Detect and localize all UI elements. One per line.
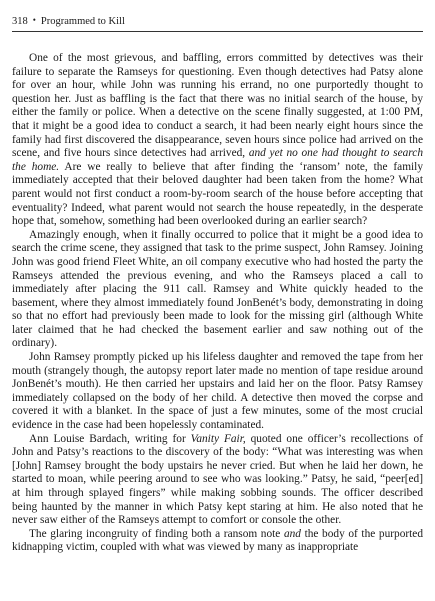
publication-title: Vanity Fair,	[190, 432, 246, 445]
book-title: Programmed to Kill	[40, 16, 125, 27]
italic-phrase: and yet no one had thought to search the home.	[12, 147, 423, 173]
bullet-separator: •	[32, 15, 36, 25]
paragraph-2	[12, 229, 423, 351]
paragraph-text: John Ramsey promptly picked up his lifeless daughter and removed the tape from her mouth (strangely though, the autopsy report later made no mention of tape residue around JonBenét’s mouth). He then carried her upstairs and laid her on the floor. Patsy Ramsey immediately collapsed on the body of her child. A detective then moved the corpse and covered it with a blanket. In the space of just a few minutes, some of the most crucial evidence in the case had been hopelessly contaminated.	[12, 351, 423, 432]
page-number: 318	[12, 16, 28, 27]
paragraph-5	[12, 528, 423, 555]
italic-word: and	[283, 527, 301, 540]
book-page	[12, 14, 423, 594]
paragraph-3	[12, 351, 423, 433]
running-head	[12, 14, 423, 32]
paragraph-text: Are we really to believe that after finding the ‘ransom’ note, the family immediately accepted that their beloved daughter had been taken from the home? What parent would not first conduct a room-by-room search of the house before accepting that eventuality? Indeed, what parent would not search the house repeatedly, in the desperate hope that, somehow, something had been overlooked during an earlier search?	[12, 160, 423, 228]
paragraph-text: Ann Louise Bardach, writing for	[29, 432, 191, 445]
paragraph-text: One of the most grievous, and baffling, errors committed by detectives was their failure to separate the Ramseys for questioning. Even though detectives had Patsy alone for over an hour, while John was running his errand, no one purportedly thought to question her. Just as baffling is the fact that there was no initial search of the house, by either the family or police. When a detective on the scene finally suggested, at 1:00 PM, that it might be a good idea to conduct a search, it had been nearly eight hours since the family had first discovered the disappearance, seven hours since police had arrived on the scene, and five hours since detectives had arrived,	[12, 52, 423, 160]
paragraph-1	[12, 52, 423, 229]
header-rule	[12, 31, 423, 32]
paragraph-text: quoted one officer’s recollections of John and Patsy’s reactions to the discovery of the body: “What was interesting was when [John] Ramsey brought the body upstairs he never cried. But when he laid her down, he started to moan, while peering around to see who was looking.” Patsy, he said, “peer[ed] at him through splayed fingers” while making sobbing sounds. The officer described being haunted by the manner in which Patsy kept staring at him. He also noted that he never saw either of the Ramseys attempt to comfort or console the other.	[12, 432, 424, 527]
paragraph-4	[12, 433, 423, 528]
paragraph-text: The glaring incongruity of finding both a ransom note	[29, 527, 284, 540]
paragraph-text: the body of the purported kidnapping victim, coupled with what was viewed by many as inappropriate	[12, 527, 423, 554]
paragraph-text: Amazingly enough, when it finally occurred to police that it might be a good idea to search the crime scene, they assigned that task to the prime suspect, John Ramsey. Joining John was good friend Fleet White, an oil company executive who had hosted the party the Ramseys attended the previous evening, and who the Ramseys placed a call to immediately after placing the 911 call. Ramsey and White quickly headed to the basement, where they almost immediately found JonBenét’s body, demonstrating in doing so that no effort had previously been made to look for the missing girl (although White later claimed that he had checked the basement earlier and saw nothing out of the ordinary).	[12, 228, 423, 350]
body-text	[12, 52, 423, 555]
